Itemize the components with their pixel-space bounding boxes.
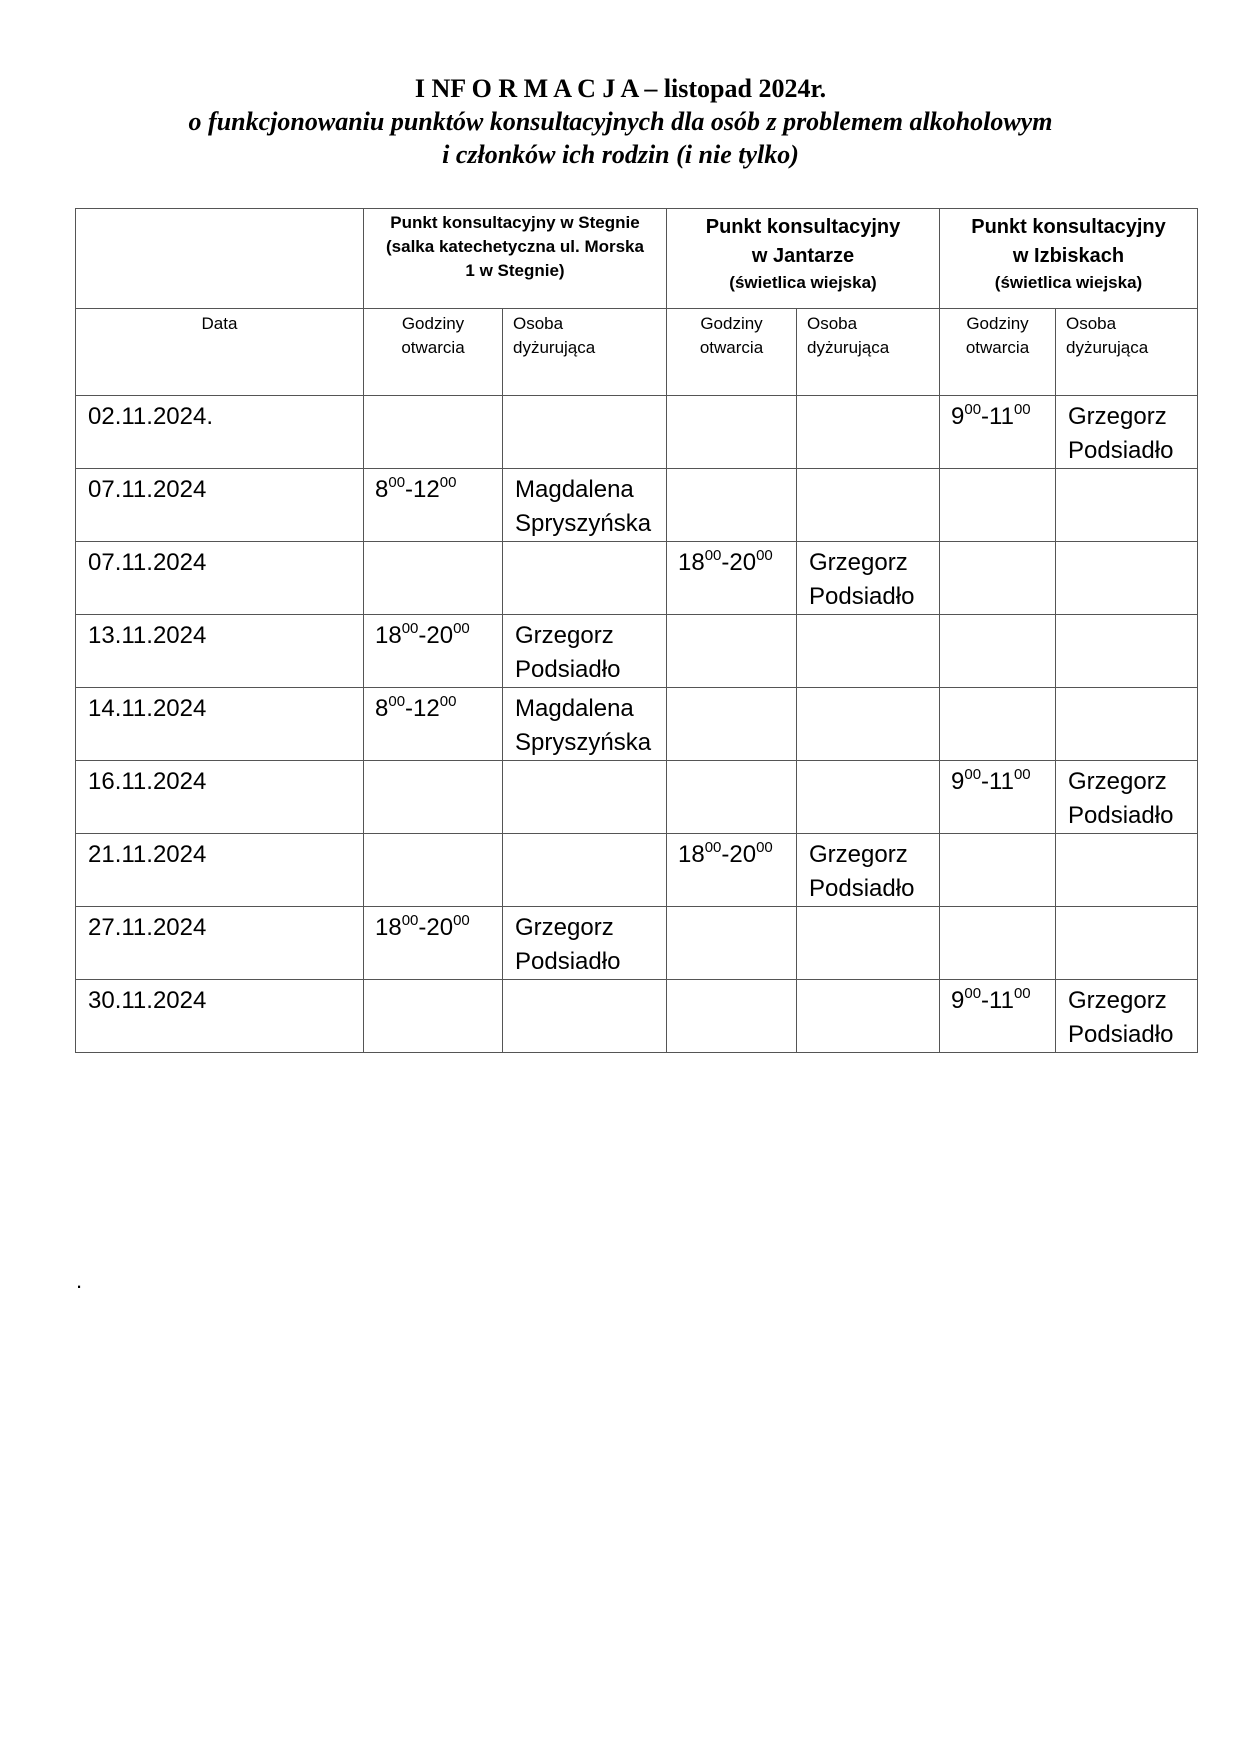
person-last-name: Podsiadło <box>515 948 621 975</box>
person-cell-stegna <box>503 834 667 907</box>
footer-mark: . <box>76 1268 83 1293</box>
table-row <box>76 834 1198 907</box>
time-to-minutes: 00 <box>756 839 773 856</box>
date-cell: 07.11.2024 <box>76 469 364 542</box>
person-cell-izbiska <box>1056 396 1198 469</box>
header-hours-stegna: Godziny otwarcia <box>364 309 503 396</box>
location-header-jantar: Punkt konsultacyjny w Jantarze (świetlica wiejska) <box>667 209 940 309</box>
time-to-hour: -20 <box>721 841 757 868</box>
hours-cell-jantar <box>667 834 797 907</box>
person-cell-stegna <box>503 907 667 980</box>
hours-cell-stegna <box>364 688 503 761</box>
person-cell-jantar <box>797 980 940 1053</box>
person-first-name: Grzegorz <box>1068 768 1167 795</box>
date-cell: 13.11.2024 <box>76 615 364 688</box>
time-from-hour: 9 <box>951 403 965 430</box>
person-cell-stegna <box>503 469 667 542</box>
hours-cell-jantar <box>667 907 797 980</box>
person-cell-izbiska <box>1056 834 1198 907</box>
time-from-hour: 8 <box>375 476 389 503</box>
person-cell-jantar <box>797 396 940 469</box>
person-cell-jantar <box>797 761 940 834</box>
hours-cell-stegna <box>364 907 503 980</box>
date-cell: 14.11.2024 <box>76 688 364 761</box>
hours-cell-stegna <box>364 761 503 834</box>
hours-cell-jantar <box>667 542 797 615</box>
time-from-minutes: 00 <box>401 912 419 929</box>
person-cell-stegna <box>503 688 667 761</box>
date-cell: 21.11.2024 <box>76 834 364 907</box>
header-person-izbiska: Osoba dyżurująca <box>1056 309 1198 396</box>
person-cell-izbiska <box>1056 761 1198 834</box>
table-row <box>76 980 1198 1053</box>
schedule-rows <box>76 396 1198 1053</box>
schedule-table <box>75 208 1198 1053</box>
table-row <box>76 761 1198 834</box>
time-from-hour: 18 <box>375 622 402 649</box>
person-last-name: Spryszyńska <box>515 729 652 756</box>
person-first-name: Grzegorz <box>809 841 908 868</box>
table-row <box>76 907 1198 980</box>
person-first-name: Grzegorz <box>809 549 908 576</box>
hours-cell-izbiska <box>940 688 1056 761</box>
person-last-name: Podsiadło <box>515 656 621 683</box>
time-to-minutes: 00 <box>1013 766 1031 783</box>
time-from-minutes: 00 <box>704 547 722 564</box>
person-cell-jantar <box>797 834 940 907</box>
time-to-minutes: 00 <box>756 547 773 564</box>
time-to-minutes: 00 <box>453 620 470 637</box>
location-header-izbiska: Punkt konsultacyjny w Izbiskach (świetlica wiejska) <box>940 209 1198 309</box>
time-from-minutes: 00 <box>964 401 982 418</box>
time-from-minutes: 00 <box>964 985 982 1002</box>
time-from-hour: 18 <box>375 914 402 941</box>
title-line-2: o funkcjonowaniu punktów konsultacyjnych dla osób z problemem alkoholowym <box>188 107 1053 136</box>
time-to-minutes: 00 <box>1013 985 1031 1002</box>
hours-cell-stegna <box>364 834 503 907</box>
time-from-minutes: 00 <box>388 474 406 491</box>
person-last-name: Podsiadło <box>1068 1021 1174 1048</box>
time-from-minutes: 00 <box>704 839 722 856</box>
location-header-row <box>76 209 1198 309</box>
time-to-hour: -11 <box>981 403 1014 430</box>
person-last-name: Podsiadło <box>809 875 915 902</box>
time-to-hour: -20 <box>418 622 454 649</box>
hours-cell-jantar <box>667 761 797 834</box>
time-from-hour: 9 <box>951 768 965 795</box>
time-from-hour: 18 <box>678 841 705 868</box>
person-cell-izbiska <box>1056 615 1198 688</box>
table-row <box>76 469 1198 542</box>
person-cell-jantar <box>797 907 940 980</box>
time-from-hour: 18 <box>678 549 705 576</box>
date-cell: 07.11.2024 <box>76 542 364 615</box>
hours-cell-stegna <box>364 396 503 469</box>
hours-cell-stegna <box>364 615 503 688</box>
hours-cell-stegna <box>364 469 503 542</box>
hours-cell-izbiska <box>940 834 1056 907</box>
person-cell-izbiska <box>1056 469 1198 542</box>
time-from-minutes: 00 <box>388 693 406 710</box>
hours-cell-jantar <box>667 615 797 688</box>
table-row <box>76 396 1198 469</box>
hours-cell-jantar <box>667 688 797 761</box>
person-cell-stegna <box>503 542 667 615</box>
hours-cell-stegna <box>364 980 503 1053</box>
hours-cell-izbiska <box>940 542 1056 615</box>
time-to-hour: -11 <box>981 987 1014 1014</box>
time-to-hour: -20 <box>418 914 454 941</box>
person-cell-jantar <box>797 469 940 542</box>
table-row <box>76 615 1198 688</box>
person-cell-stegna <box>503 980 667 1053</box>
person-last-name: Podsiadło <box>809 583 915 610</box>
header-hours-izbiska: Godziny otwarcia <box>940 309 1056 396</box>
person-last-name: Spryszyńska <box>515 510 652 537</box>
person-cell-stegna <box>503 615 667 688</box>
time-to-minutes: 00 <box>453 912 470 929</box>
person-last-name: Podsiadło <box>1068 437 1174 464</box>
hours-cell-izbiska <box>940 615 1056 688</box>
person-first-name: Grzegorz <box>515 622 614 649</box>
header-person-stegna: Osoba dyżurująca <box>503 309 667 396</box>
time-from-hour: 9 <box>951 987 965 1014</box>
hours-cell-izbiska <box>940 396 1056 469</box>
header-empty-cell <box>76 209 364 309</box>
person-first-name: Magdalena <box>515 476 634 503</box>
document-title <box>0 72 1241 171</box>
header-hours-jantar: Godziny otwarcia <box>667 309 797 396</box>
hours-cell-stegna <box>364 542 503 615</box>
date-cell: 30.11.2024 <box>76 980 364 1053</box>
title-line-3: i członków ich rodzin (i nie tylko) <box>442 140 799 169</box>
person-cell-izbiska <box>1056 907 1198 980</box>
person-cell-stegna <box>503 761 667 834</box>
time-to-hour: -20 <box>721 549 757 576</box>
person-cell-jantar <box>797 542 940 615</box>
column-header-row <box>76 309 1198 396</box>
person-first-name: Grzegorz <box>1068 987 1167 1014</box>
time-to-hour: -12 <box>405 695 440 722</box>
title-line-1: I NF O R M A C J A – listopad 2024r. <box>414 74 827 103</box>
time-to-minutes: 00 <box>1013 401 1031 418</box>
person-first-name: Magdalena <box>515 695 634 722</box>
hours-cell-izbiska <box>940 761 1056 834</box>
time-from-minutes: 00 <box>964 766 982 783</box>
hours-cell-izbiska <box>940 907 1056 980</box>
hours-cell-jantar <box>667 469 797 542</box>
date-cell: 27.11.2024 <box>76 907 364 980</box>
person-cell-jantar <box>797 615 940 688</box>
person-cell-izbiska <box>1056 688 1198 761</box>
date-cell: 02.11.2024. <box>76 396 364 469</box>
time-from-hour: 8 <box>375 695 389 722</box>
person-cell-izbiska <box>1056 542 1198 615</box>
table-row <box>76 542 1198 615</box>
person-first-name: Grzegorz <box>1068 403 1167 430</box>
person-first-name: Grzegorz <box>515 914 614 941</box>
time-to-minutes: 00 <box>439 474 457 491</box>
time-to-hour: -12 <box>405 476 440 503</box>
hours-cell-izbiska <box>940 469 1056 542</box>
time-to-hour: -11 <box>981 768 1014 795</box>
person-cell-izbiska <box>1056 980 1198 1053</box>
hours-cell-jantar <box>667 396 797 469</box>
person-cell-stegna <box>503 396 667 469</box>
time-to-minutes: 00 <box>439 693 457 710</box>
person-cell-jantar <box>797 688 940 761</box>
table-row <box>76 688 1198 761</box>
header-date: Data <box>76 309 364 396</box>
date-cell: 16.11.2024 <box>76 761 364 834</box>
time-from-minutes: 00 <box>401 620 419 637</box>
hours-cell-izbiska <box>940 980 1056 1053</box>
person-last-name: Podsiadło <box>1068 802 1174 829</box>
hours-cell-jantar <box>667 980 797 1053</box>
location-header-stegna: Punkt konsultacyjny w Stegnie (salka katechetyczna ul. Morska 1 w Stegnie) <box>364 209 667 309</box>
header-person-jantar: Osoba dyżurująca <box>797 309 940 396</box>
